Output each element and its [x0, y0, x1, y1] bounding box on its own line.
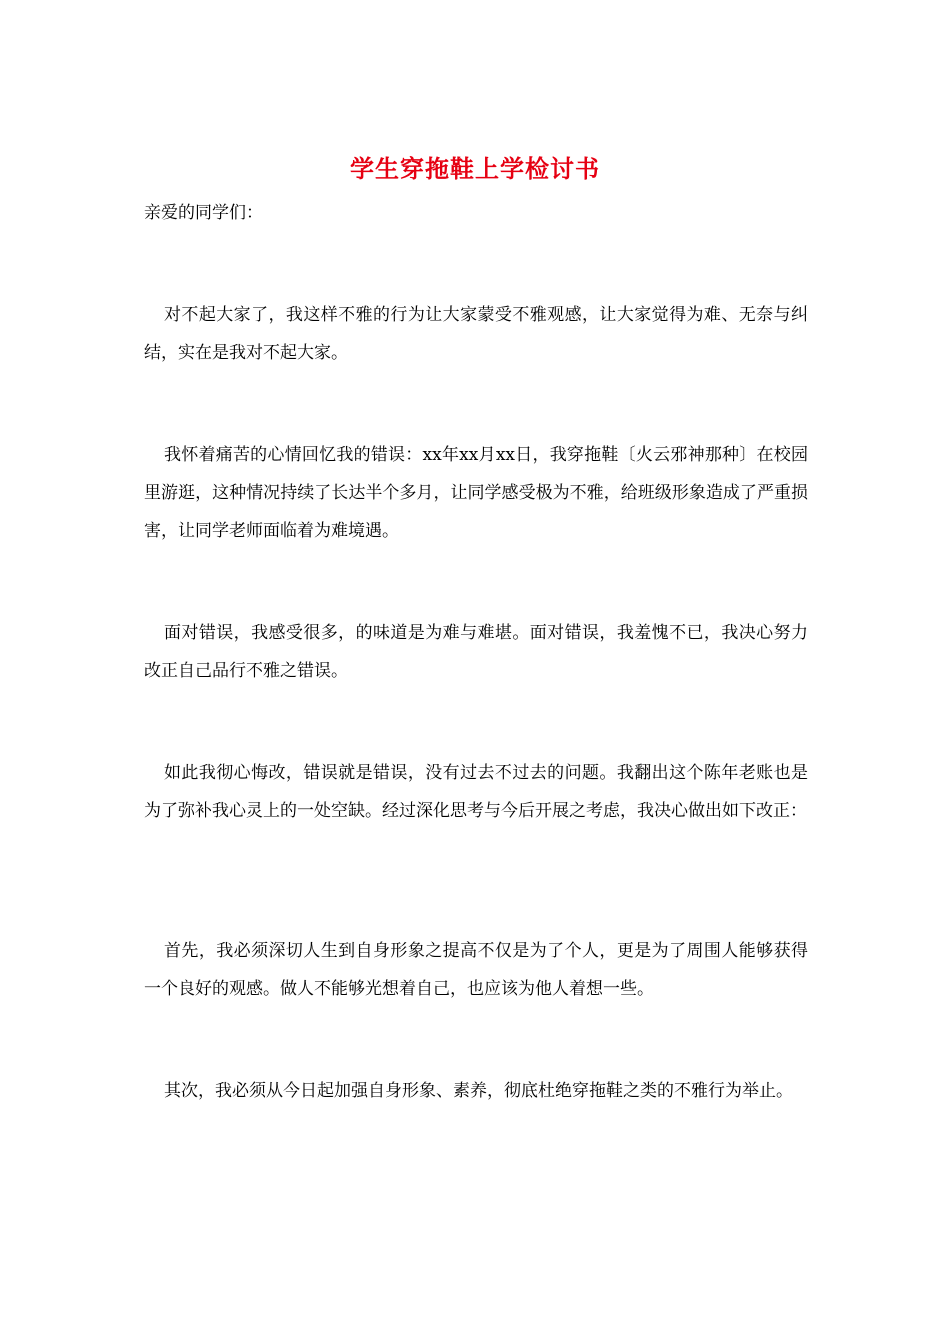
salutation: 亲爱的同学们：: [144, 203, 263, 223]
paragraph-4: 如此我彻心悔改，错误就是错误，没有过去不过去的问题。我翻出这个陈年老账也是为了弥补我心灵上的一处空缺。经过深化思考与今后开展之考虑，我决心做出如下改正：: [144, 763, 808, 821]
paragraph-2: 我怀着痛苦的心情回忆我的错误：xx年xx月xx日，我穿拖鞋〔火云邪神那种〕在校园里游逛，这种情况持续了长达半个多月，让同学感受极为不雅，给班级形象造成了严重损害，让同学老师面临着为难境遇。: [144, 445, 808, 541]
paragraph-3: 面对错误，我感受很多，的味道是为难与难堪。面对错误，我羞愧不已，我决心努力改正自己品行不雅之错误。: [144, 623, 808, 681]
document-title: 学生穿拖鞋上学检讨书: [350, 154, 600, 183]
paragraph-5: 首先，我必须深切人生到自身形象之提高不仅是为了个人，更是为了周围人能够获得一个良好的观感。做人不能够光想着自己，也应该为他人着想一些。: [144, 941, 808, 999]
paragraph-6: 其次，我必须从今日起加强自身形象、素养，彻底杜绝穿拖鞋之类的不雅行为举止。: [164, 1081, 793, 1101]
paragraph-1: 对不起大家了，我这样不雅的行为让大家蒙受不雅观感，让大家觉得为难、无奈与纠结，实在是我对不起大家。: [144, 305, 808, 363]
